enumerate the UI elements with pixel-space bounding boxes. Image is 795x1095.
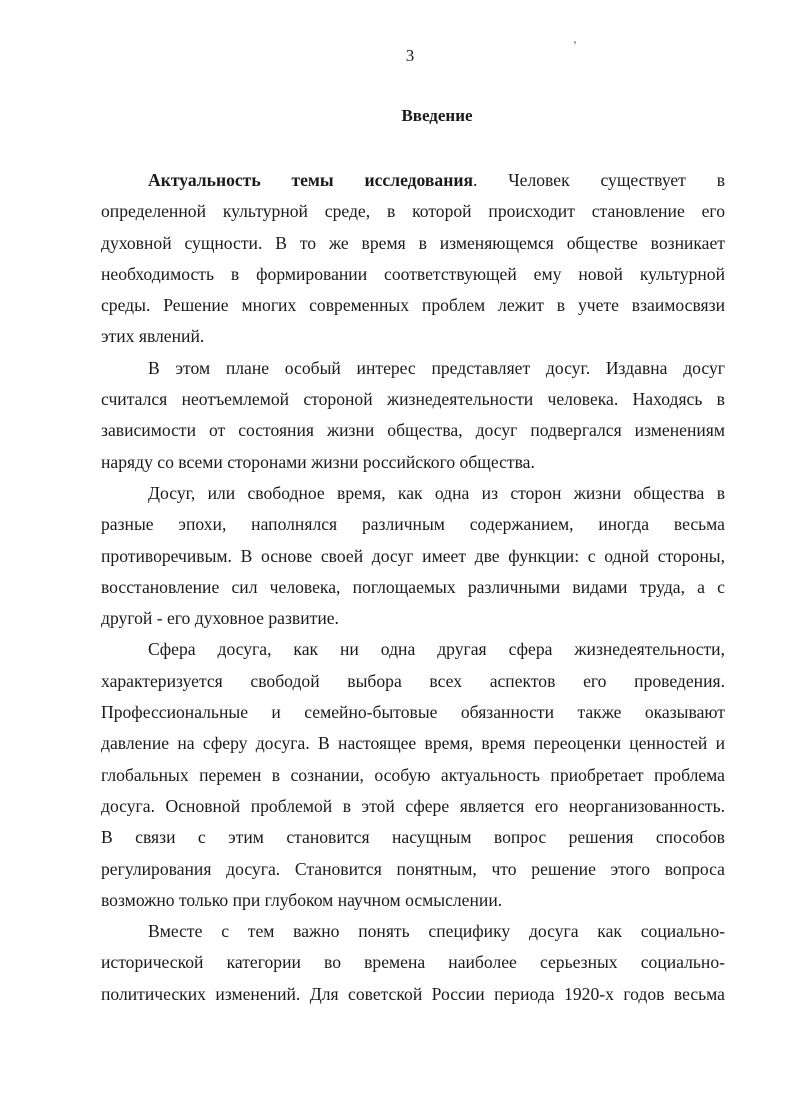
text-line: Профессиональные и семейно-бытовые обязанности также оказывают [101,702,725,723]
text-line [101,165,725,196]
text-line: противоречивым. В основе своей досуг имеет две функции: с одной стороны, [101,545,725,566]
text-line: политических изменений. Для советской России периода 1920-х годов весьма [101,983,725,1004]
text-line: давление на сферу досуга. В настоящее время, время переоценки ценностей и [101,733,725,754]
text-line: среды. Решение многих современных проблем лежит в учете взаимосвязи [101,295,725,316]
text-line: Досуг, или свободное время, как одна из сторон жизни общества в [148,482,725,503]
text-line: Сфера досуга, как ни одна другая сфера жизнедеятельности, [148,639,725,660]
text-line: зависимости от состояния жизни общества, досуг подвергался изменениям [101,420,725,441]
text-line: наряду со всеми сторонами жизни российского общества. [101,451,535,472]
text-line: другой - его духовное развитие. [101,608,339,629]
text-line: возможно только при глубоком научном осмыслении. [101,889,503,910]
paragraph-leisure-interest [101,353,725,478]
text-line: досуга. Основной проблемой в этой сфере является его неорганизованность. [101,795,725,816]
text-line: этих явлений. [101,326,205,347]
text-line: Вместе с тем важно понять специфику досуга как социально- [148,921,725,942]
paragraph-relevance [101,165,725,353]
text-line: разные эпохи, наполнялся различным содержанием, иногда весьма [101,514,725,535]
text-line: определенной культурной среде, в которой происходит становление его [101,201,725,222]
text-line: характеризуется свободой выбора всех аспектов его проведения. [101,670,725,691]
document-body [101,165,725,1010]
text-line: В этом плане особый интерес представляет досуг. Издавна досуг [148,357,725,378]
text-line: исторической категории во времена наиболее серьезных социально- [101,952,725,973]
text-line: считался неотъемлемой стороной жизнедеятельности человека. Находясь в [101,389,725,410]
text-line: регулирования досуга. Становится понятным, что решение этого вопроса [101,858,725,879]
relevance-lead-rest: . Человек существует в [473,170,725,190]
section-heading: Введение [401,106,473,125]
text-line: необходимость в формировании соответствующей ему новой культурной [101,263,725,284]
text-line: духовной сущности. В то же время в изменяющемся обществе возникает [101,232,725,253]
text-line: восстановление сил человека, поглощаемых различными видами труда, а с [101,576,725,597]
page-number: 3 [405,46,415,65]
text-line: глобальных перемен в сознании, особую актуальность приобретает проблема [101,764,725,785]
paragraph-leisure-sphere [101,634,725,916]
text-line: В связи с этим становится насущным вопрос решения способов [101,827,725,848]
paragraph-historical-category [101,916,725,1010]
pen-mark: ’ [571,37,581,53]
paragraph-leisure-functions [101,478,725,634]
relevance-lead-bold: Актуальность темы исследования [148,170,474,190]
